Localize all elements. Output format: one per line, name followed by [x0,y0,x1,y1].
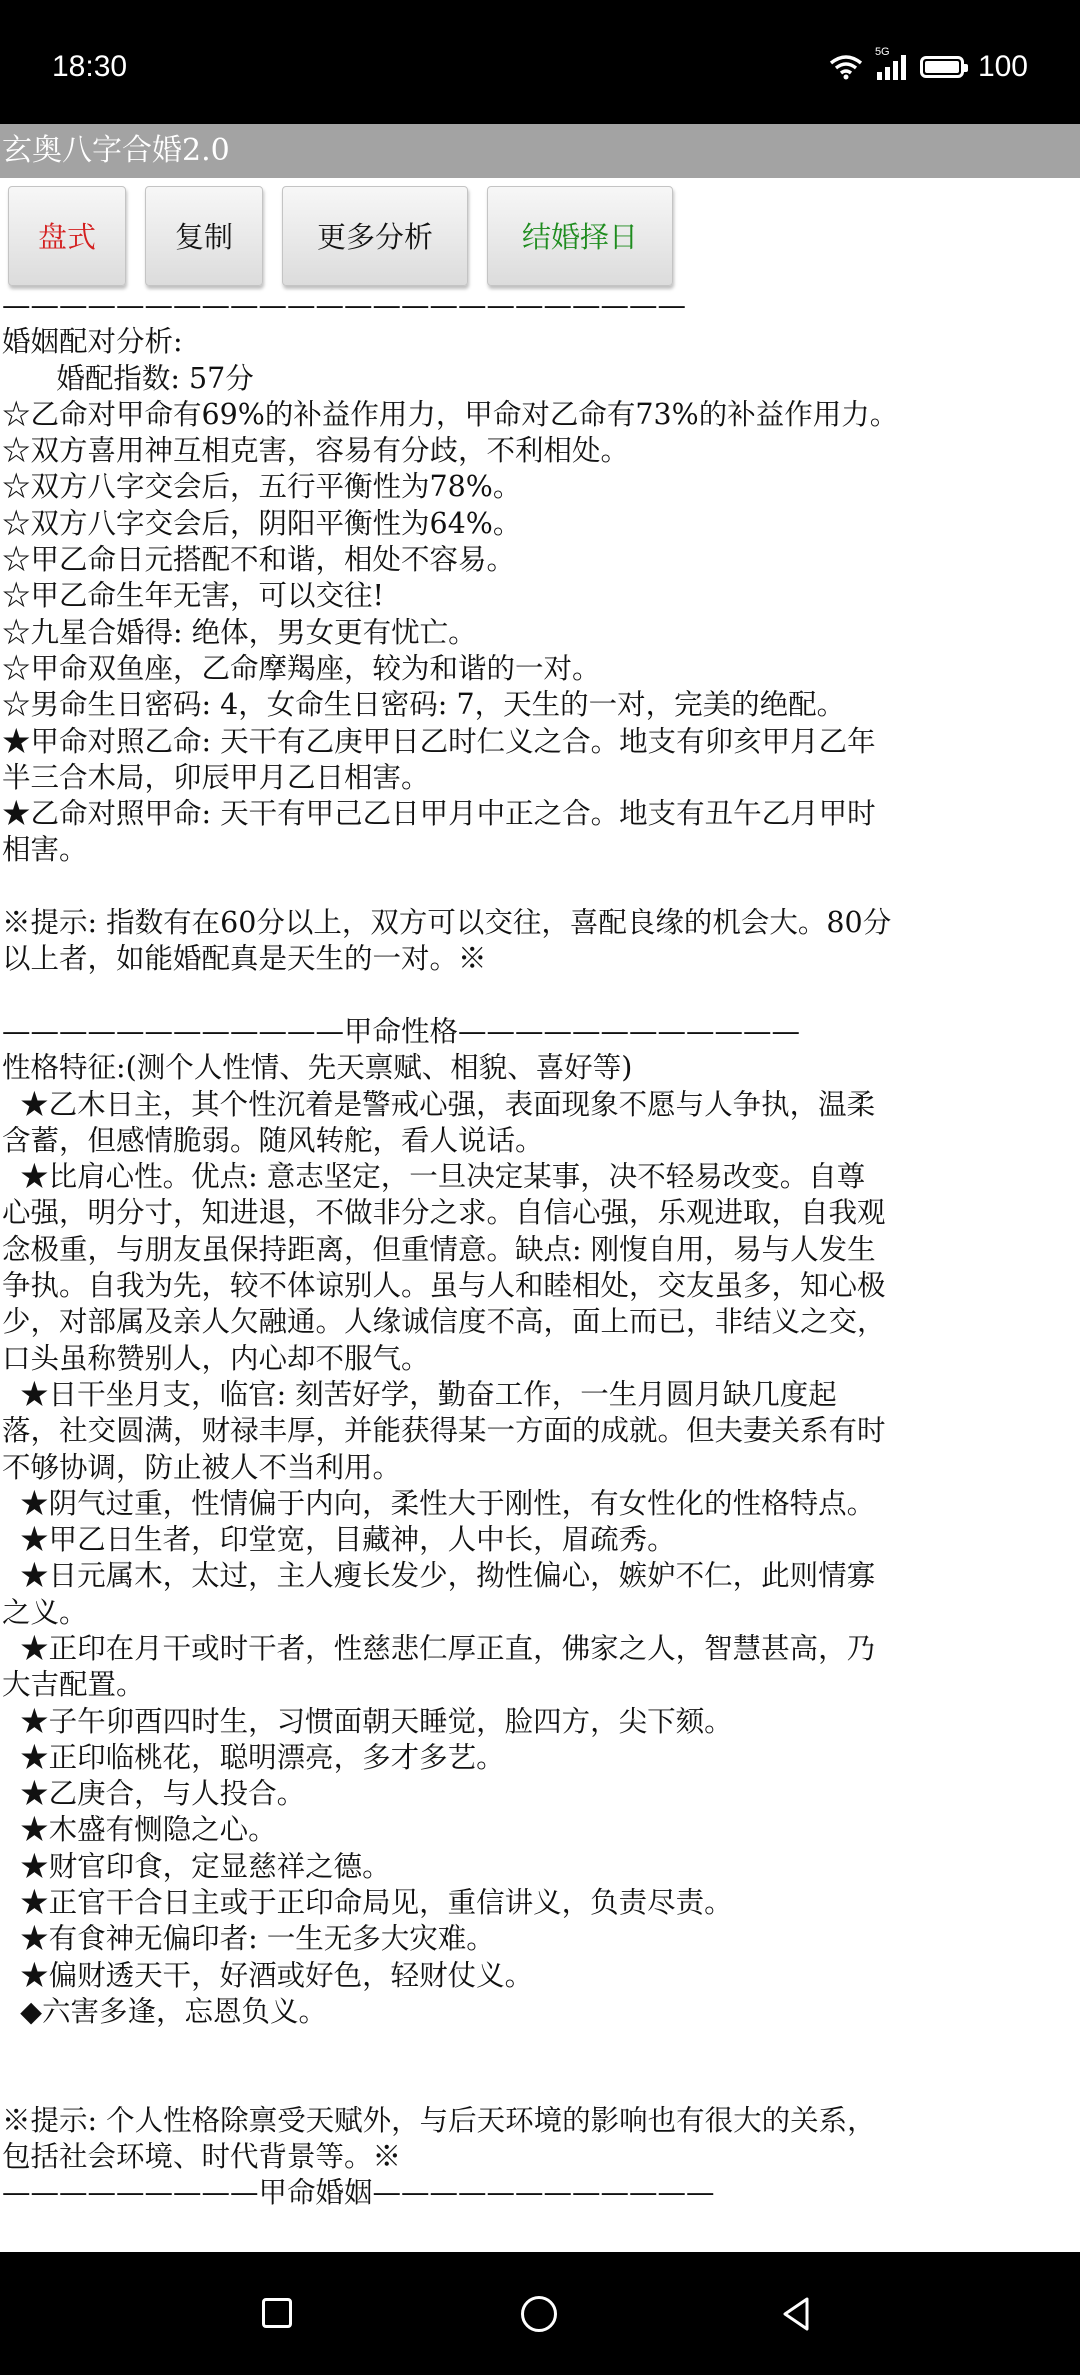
circle-icon[interactable] [521,2296,557,2332]
text-line: —————————甲命婚姻———————————— [2,2176,715,2210]
text-line: ※提示: 个人性格除禀受天赋外，与后天环境的影响也有很大的关系， [2,2103,876,2137]
analysis-text [0,288,1080,2212]
status-bar [0,0,1080,124]
text-line: ★财官印食，定显慈祥之德。 [2,1849,391,1883]
text-line: ※提示: 指数有在60分以上，双方可以交往，喜配良缘的机会大。80分 [2,906,892,940]
text-line [2,869,1070,905]
text-line: 大吉配置。 [2,1668,145,1702]
status-icons [829,46,1028,84]
text-line: ★阴气过重，性情偏于内向，柔性大于刚性，有女性化的性格特点。 [2,1486,876,1520]
text-line: ★木盛有恻隐之心。 [2,1813,277,1847]
text-line: ★比肩心性。优点: 意志坚定，一旦决定某事，决不轻易改变。自尊 [2,1160,866,1194]
text-line: ☆九星合婚得: 绝体，男女更有忧亡。 [2,615,477,649]
text-line: 半三合木局，卯辰甲月乙日相害。 [2,760,430,794]
text-line: 相害。 [2,833,88,867]
copy-button[interactable]: 复制 [145,186,263,286]
text-line: ☆男命生日密码: 4，女命生日密码: 7，天生的一对，完美的绝配。 [2,688,846,722]
text-line: ★日元属木，太过，主人瘦长发少，拗性偏心，嫉妒不仁，此则情寡 [2,1559,876,1593]
text-line: ☆乙命对甲命有69%的补益作用力，甲命对乙命有73%的补益作用力。 [2,397,899,431]
text-line: ☆双方喜用神互相克害，容易有分歧，不利相处。 [2,434,630,468]
app-title: 玄奥八字合婚2.0 [0,124,1080,178]
text-line: ★正印在月干或时干者，性慈悲仁厚正直，佛家之人，智慧甚高，乃 [2,1631,876,1665]
text-line: ☆甲乙命日元搭配不和谐，相处不容易。 [2,543,516,577]
text-line: ★子午卯酉四时生，习惯面朝天睡觉，脸四方，尖下颏。 [2,1704,733,1738]
text-line: ————————————甲命性格———————————— [2,1014,801,1048]
text-line: ☆甲乙命生年无害，可以交往! [2,579,384,613]
chart-button[interactable]: 盘式 [8,186,126,286]
text-line: ★正官干合日主或于正印命局见，重信讲义，负责尽责。 [2,1886,733,1920]
text-line: 心强，明分寸，知进退，不做非分之求。自信心强，乐观进取，自我观 [2,1196,886,1230]
wedding-date-button[interactable]: 结婚择日 [487,186,673,286]
square-icon[interactable] [262,2298,292,2328]
text-line: ★甲命对照乙命: 天干有乙庚甲日乙时仁义之合。地支有卯亥甲月乙年 [2,724,876,758]
text-line [2,978,1070,1014]
wifi-icon [829,54,863,80]
text-line: ★乙木日主，其个性沉着是警戒心强，表面现象不愿与人争执，温柔 [2,1087,876,1121]
network-type-label: 5G [874,46,890,58]
text-line: 含蓄，但感情脆弱。随风转舵，看人说话。 [2,1123,544,1157]
text-line: ☆双方八字交会后，五行平衡性为78%。 [2,470,522,504]
battery-percent: 100 [977,50,1028,83]
text-line: 不够协调，防止被人不当利用。 [2,1450,402,1484]
text-line [2,2030,1070,2066]
navigation-bar [0,2252,1080,2375]
battery-icon [920,56,964,78]
text-line: 之义。 [2,1595,88,1629]
status-time: 18:30 [52,50,128,83]
text-line: ★日干坐月支，临官: 刻苦好学，勤奋工作，一生月圆月缺几度起 [2,1377,837,1411]
text-line: 少，对部属及亲人欠融通。人缘诚信度不高，面上而已，非结义之交， [2,1305,886,1339]
text-line: 念极重，与朋友虽保持距离，但重情意。缺点: 刚愎自用，易与人发生 [2,1232,876,1266]
text-line: ★正印临桃花，聪明漂亮，多才多艺。 [2,1740,505,1774]
text-line: ———————————————————————— [2,289,686,322]
text-line: ★偏财透天干，好酒或好色，轻财仗义。 [2,1958,534,1992]
text-line: 以上者，如能婚配真是天生的一对。※ [2,942,487,976]
text-line: ★乙命对照甲命: 天干有甲己乙日甲月中正之合。地支有丑午乙月甲时 [2,797,876,831]
text-line: ★乙庚合，与人投合。 [2,1777,306,1811]
toolbar [0,178,1080,288]
text-line: 争执。自我为先，较不体谅别人。虽与人和睦相处，交友虽多，知心极 [2,1269,886,1303]
text-line: ☆甲命双鱼座，乙命摩羯座，较为和谐的一对。 [2,651,601,685]
text-line: ☆双方八字交会后，阴阳平衡性为64%。 [2,506,522,540]
text-line: ★甲乙日生者，印堂宽，目藏神，人中长，眉疏秀。 [2,1523,676,1557]
text-line: ★有食神无偏印者: 一生无多大灾难。 [2,1922,495,1956]
text-line: 婚姻配对分析: [2,325,183,359]
text-line: 包括社会环境、时代背景等。※ [2,2140,402,2174]
text-line: 口头虽称赞别人，内心却不服气。 [2,1341,430,1375]
more-analysis-button[interactable]: 更多分析 [282,186,468,286]
text-line [2,2067,1070,2103]
text-line: 性格特征:(测个人性情、先天禀赋、相貌、喜好等) [2,1051,633,1085]
battery-fill [925,61,959,73]
text-line: ◆六害多逢，忘恩负义。 [2,1994,328,2028]
text-line: 落，社交圆满，财禄丰厚，并能获得某一方面的成就。但夫妻关系有时 [2,1414,886,1448]
text-line: 婚配指数: 57分 [2,361,254,395]
app-window [0,124,1080,2252]
signal-icon [874,46,906,80]
